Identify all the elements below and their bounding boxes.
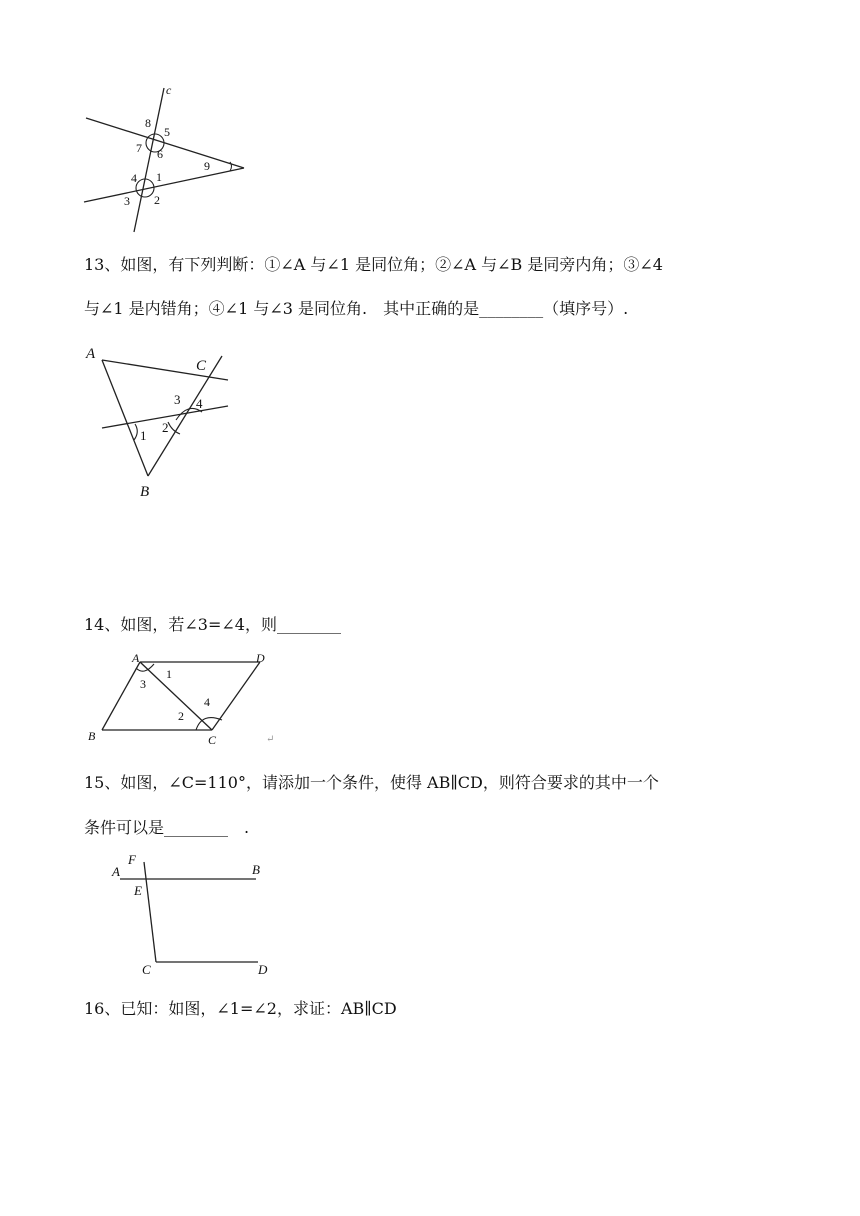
figure-q12	[78, 80, 258, 240]
diagonal-AC	[140, 662, 212, 730]
question-15-text-3: .	[228, 818, 250, 837]
question-13-text-2: 与∠1 是内错角；④∠1 与∠3 是同位角. 其中正确的是	[84, 299, 480, 318]
lower-line	[84, 168, 244, 202]
line-DC	[212, 662, 260, 730]
label-3: 3	[140, 677, 146, 691]
question-13-line-2	[84, 296, 628, 322]
label-1: 1	[166, 667, 172, 681]
label-E: E	[134, 883, 142, 898]
question-13-text-3: （填序号）.	[543, 299, 629, 318]
label-9: 9	[204, 159, 210, 173]
label-C: C	[142, 962, 151, 977]
line-AB	[102, 662, 140, 730]
question-14	[84, 612, 341, 638]
angle-arc-1	[134, 424, 137, 440]
label-7: 7	[136, 141, 142, 155]
question-15-line-2	[84, 815, 249, 841]
question-13-line-1	[84, 252, 663, 278]
line-FC	[144, 862, 156, 962]
label-2: 2	[162, 420, 169, 435]
question-14-text: 14、如图，若∠3=∠4，则	[84, 615, 277, 634]
answer-blank-15[interactable]: ________	[164, 818, 229, 837]
question-15-text-2: 条件可以是	[84, 818, 165, 837]
label-c: c	[166, 83, 172, 97]
figure-q13	[80, 338, 240, 508]
label-C: C	[208, 733, 217, 747]
answer-blank-13[interactable]: ________	[479, 299, 544, 318]
label-D: D	[256, 651, 265, 665]
label-B: B	[252, 862, 260, 877]
figure-q15	[106, 848, 286, 978]
label-8: 8	[145, 116, 151, 130]
label-1: 1	[140, 428, 147, 443]
question-15-line-1	[84, 770, 659, 796]
question-16-text: 16、已知：如图，∠1=∠2，求证：AB∥CD	[84, 999, 397, 1018]
label-6: 6	[157, 147, 163, 161]
question-16	[84, 996, 397, 1022]
label-2: 2	[154, 193, 160, 207]
line-AB	[102, 360, 148, 476]
question-13-text-1: 13、如图，有下列判断：①∠A 与∠1 是同位角；②∠A 与∠B 是同旁内角；③∠4	[84, 255, 663, 274]
label-A: A	[86, 346, 96, 362]
label-A: A	[132, 651, 140, 665]
line-AC	[102, 360, 228, 380]
label-4: 4	[131, 171, 137, 185]
label-2: 2	[178, 709, 184, 723]
label-1: 1	[156, 170, 162, 184]
angle-arc-9	[230, 162, 232, 171]
label-4: 4	[204, 695, 210, 709]
return-mark: ↵	[266, 734, 275, 745]
label-F: F	[128, 852, 136, 867]
label-4: 4	[196, 396, 203, 411]
label-A: A	[112, 864, 120, 879]
label-5: 5	[164, 125, 170, 139]
answer-blank-14[interactable]: ________	[276, 615, 341, 634]
label-C: C	[196, 358, 207, 374]
label-3: 3	[124, 194, 130, 208]
label-3: 3	[174, 392, 181, 407]
label-B: B	[140, 484, 150, 500]
label-D: D	[258, 962, 268, 977]
line-BC	[148, 356, 222, 476]
label-B: B	[88, 729, 96, 743]
figure-q14	[82, 646, 282, 750]
question-15-text-1: 15、如图，∠C=110°，请添加一个条件，使得 AB∥CD，则符合要求的其中一个	[84, 773, 659, 792]
